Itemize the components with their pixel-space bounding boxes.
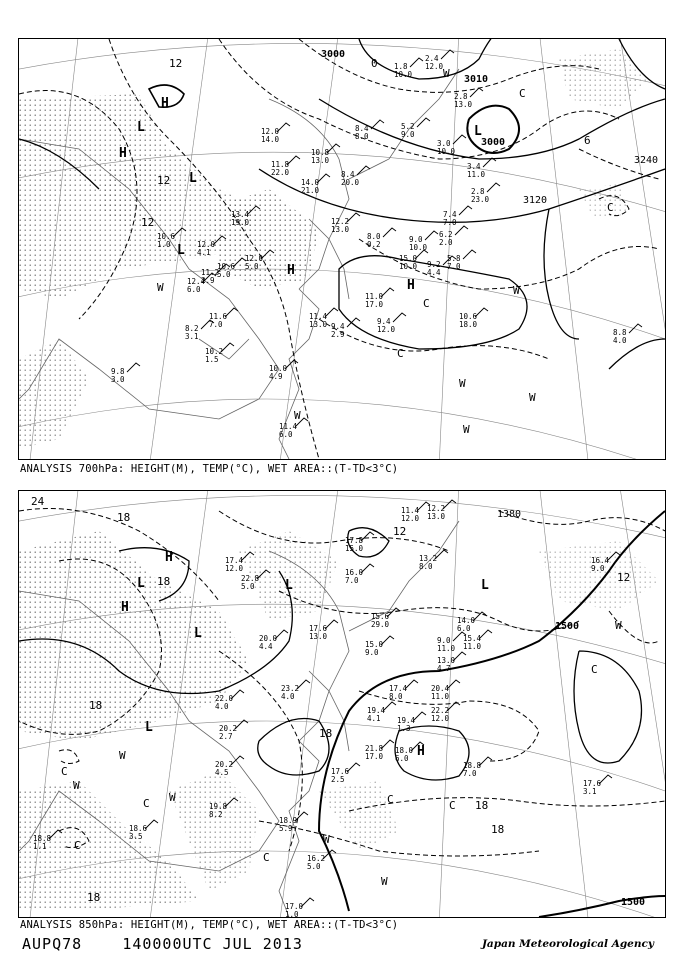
temp-label: 0: [371, 57, 378, 70]
station-plot: [459, 308, 488, 329]
temp-label: W: [459, 377, 466, 390]
station-dewpoint-depression: 13.0: [454, 100, 473, 109]
height-label: 1500: [621, 897, 646, 908]
station-dewpoint-depression: 7.0: [443, 218, 457, 227]
station-plot: [439, 226, 468, 247]
station-dewpoint-depression: 9.0: [401, 130, 415, 139]
wind-barb: [371, 120, 384, 129]
station-dewpoint-depression: 12.0: [377, 325, 396, 334]
station-temp: 8.4: [341, 170, 355, 179]
station-dewpoint-depression: 3.5: [129, 832, 143, 841]
station-temp: 11.4: [401, 506, 420, 515]
wind-barb: [425, 231, 438, 240]
station-temp: 16.4: [591, 556, 610, 565]
station-temp: 9.4: [377, 317, 391, 326]
station-temp: 12.2: [331, 217, 350, 226]
temp-label: 12: [157, 174, 171, 187]
station-dewpoint-depression: 1.3: [397, 724, 411, 733]
station-plot: [219, 720, 248, 741]
temp-label: C: [449, 799, 456, 812]
wind-barb: [357, 166, 370, 175]
station-temp: 20.4: [431, 684, 450, 693]
pressure-center: L: [137, 120, 145, 135]
station-dewpoint-depression: 23.0: [471, 195, 490, 204]
station-plot: [467, 158, 496, 179]
station-dewpoint-depression: 8.2: [209, 810, 223, 819]
station-temp: 5.2: [401, 122, 415, 131]
temp-label: 12: [393, 525, 407, 538]
station-dewpoint-depression: 5.0: [241, 582, 255, 591]
station-temp: 22.0: [215, 694, 234, 703]
station-dewpoint-depression: 15.0: [345, 544, 364, 553]
station-temp: 16.0: [345, 568, 364, 577]
temp-label: C: [519, 87, 526, 100]
station-temp: 8.2: [185, 324, 199, 333]
station-dewpoint-depression: 4.4: [427, 268, 441, 277]
height-label: 3010: [464, 74, 489, 85]
station-temp: 10.2: [205, 347, 224, 356]
station-plot: [285, 898, 314, 917]
station-dewpoint-depression: 11.0: [463, 642, 482, 651]
station-temp: 13.4: [231, 210, 250, 219]
station-plot: [279, 418, 308, 439]
station-dewpoint-depression: 5.0: [217, 270, 231, 279]
station-temp: 20.2: [219, 724, 238, 733]
station-plot: [397, 712, 426, 733]
pressure-center: H: [119, 146, 127, 161]
station-plot: [431, 702, 460, 723]
temp-label: C: [263, 851, 270, 864]
station-dewpoint-depression: 7.0: [209, 320, 223, 329]
temp-label: 18: [475, 799, 489, 812]
wind-barb: [629, 324, 642, 333]
temp-label: W: [169, 791, 176, 804]
station-plot: [437, 652, 466, 673]
station-temp: 17.4: [225, 556, 244, 565]
station-plot: [111, 363, 140, 384]
station-temp: 18.8: [463, 761, 482, 770]
pressure-center: L: [285, 578, 293, 593]
station-plot: [425, 50, 454, 71]
station-temp: 11.8: [271, 160, 290, 169]
station-temp: 17.0: [285, 902, 304, 911]
station-dewpoint-depression: 17.0: [365, 752, 384, 761]
station-plot: [427, 500, 456, 521]
pressure-center: H: [417, 744, 425, 759]
station-temp: 7.4: [443, 210, 457, 219]
station-temp: 9.2: [427, 260, 441, 269]
station-dewpoint-depression: 6.0: [457, 624, 471, 633]
station-dewpoint-depression: 11.0: [431, 692, 450, 701]
station-dewpoint-depression: 10.0: [409, 243, 428, 252]
station-dewpoint-depression: 5.0: [245, 262, 259, 271]
station-temp: 11.6: [209, 312, 228, 321]
station-dewpoint-depression: 11.0: [467, 170, 486, 179]
map-850hpa: [19, 491, 665, 917]
station-temp: 11.2: [201, 268, 220, 277]
station-temp: 10.0: [269, 364, 288, 373]
station-temp: 19.4: [397, 716, 416, 725]
station-dewpoint-depression: 12.0: [225, 564, 244, 573]
station-plot: [215, 690, 244, 711]
station-plot: [447, 250, 476, 271]
station-temp: 23.2: [281, 684, 300, 693]
station-dewpoint-depression: 11.0: [437, 644, 456, 653]
station-plot: [365, 288, 394, 309]
station-temp: 10.6: [459, 312, 478, 321]
station-temp: 17.6: [309, 624, 328, 633]
wind-barb: [127, 363, 140, 372]
temp-label: C: [591, 663, 598, 676]
station-dewpoint-depression: 12.0: [431, 714, 450, 723]
station-plot: [463, 757, 492, 778]
agency-name: Japan Meteorological Agency: [481, 938, 654, 950]
station-plot: [583, 775, 612, 796]
station-dewpoint-depression: 0.2: [367, 240, 381, 249]
station-dewpoint-depression: 10.0: [399, 262, 418, 271]
station-plot: [331, 763, 360, 784]
pressure-center: H: [287, 263, 295, 278]
station-dewpoint-depression: 6.0: [395, 754, 409, 763]
pressure-center: L: [137, 576, 145, 591]
station-plot: [209, 308, 238, 329]
station-plot: [401, 118, 430, 139]
valid-time: 140000UTC JUL 2013: [122, 935, 303, 953]
station-temp: 18.6: [129, 824, 148, 833]
station-dewpoint-depression: 8.0: [355, 132, 369, 141]
wind-barb: [393, 313, 406, 322]
wind-barb: [463, 250, 476, 259]
pressure-center: L: [474, 124, 482, 139]
station-dewpoint-depression: 13.0: [309, 632, 328, 641]
pressure-center: L: [194, 626, 202, 641]
temp-label: C: [387, 793, 394, 806]
station-dewpoint-depression: 22.0: [271, 168, 290, 177]
station-temp: 9.8: [111, 367, 125, 376]
station-dewpoint-depression: 4.7: [437, 664, 451, 673]
station-temp: 15.0: [365, 640, 384, 649]
station-temp: 17.8: [345, 536, 364, 545]
station-plot: [471, 183, 500, 204]
wind-barb: [487, 183, 500, 192]
station-dewpoint-depression: 3.1: [583, 787, 597, 796]
station-dewpoint-depression: 1.0: [285, 910, 299, 917]
station-plot: [261, 123, 290, 144]
temp-label: C: [61, 765, 68, 778]
pressure-center: L: [177, 243, 185, 258]
station-dewpoint-depression: 2.5: [331, 775, 345, 784]
station-dewpoint-depression: 1.0: [157, 240, 171, 249]
wind-barb: [441, 50, 454, 59]
temp-label: 6: [584, 134, 591, 147]
map-700hpa: [19, 39, 665, 459]
station-temp: 10.6: [157, 232, 176, 241]
station-dewpoint-depression: 2.9: [201, 276, 215, 285]
temp-label: W: [615, 619, 622, 632]
station-dewpoint-depression: 13.0: [311, 156, 330, 165]
temp-label: W: [294, 409, 301, 422]
station-temp: 22.8: [241, 574, 260, 583]
temp-label: C: [423, 297, 430, 310]
station-plot: [129, 820, 158, 841]
station-dewpoint-depression: 3.0: [111, 375, 125, 384]
station-temp: 5.8: [447, 254, 461, 263]
station-dewpoint-depression: 3.1: [185, 332, 199, 341]
station-dewpoint-depression: 13.0: [331, 225, 350, 234]
station-plot: [271, 156, 300, 177]
station-dewpoint-depression: 20.0: [341, 178, 360, 187]
height-label: 3240: [634, 155, 659, 166]
station-temp: 12.2: [427, 504, 446, 513]
station-plot: [394, 58, 423, 79]
temp-label: W: [513, 284, 520, 297]
station-dewpoint-depression: 4.0: [215, 702, 229, 711]
product-code: AUPQ78: [22, 935, 83, 953]
station-plot: [431, 680, 460, 701]
station-dewpoint-depression: 17.0: [365, 300, 384, 309]
station-plot: [454, 88, 483, 109]
wind-barb: [383, 228, 396, 237]
station-temp: 11.4: [309, 312, 328, 321]
station-plot: [457, 612, 486, 633]
wind-barb: [459, 206, 472, 215]
station-dewpoint-depression: 4.0: [281, 692, 295, 701]
station-dewpoint-depression: 18.0: [459, 320, 478, 329]
station-plot: [399, 250, 428, 271]
temp-label: W: [463, 423, 470, 436]
station-plot: [331, 213, 360, 234]
station-dewpoint-depression: 1.5: [205, 355, 219, 364]
pressure-center: H: [165, 550, 173, 565]
pressure-center: L: [189, 171, 197, 186]
temp-label: C: [74, 839, 81, 852]
temp-label: W: [323, 833, 330, 846]
station-dewpoint-depression: 2.9: [331, 330, 345, 339]
footer-code: [22, 935, 303, 953]
station-dewpoint-depression: 9.0: [365, 648, 379, 657]
station-plot: [345, 564, 374, 585]
station-plot: [367, 228, 396, 249]
station-temp: 12.4: [187, 277, 206, 286]
temp-label: 12: [169, 57, 183, 70]
station-dewpoint-depression: 8.0: [419, 562, 433, 571]
station-temp: 18.0: [395, 746, 414, 755]
temp-label: W: [529, 391, 536, 404]
station-plot: [309, 620, 338, 641]
station-temp: 19.4: [367, 706, 386, 715]
height-label: 3000: [481, 137, 506, 148]
station-dewpoint-depression: 2.7: [219, 732, 233, 741]
station-dewpoint-depression: 4.1: [367, 714, 381, 723]
station-temp: 16.2: [307, 854, 326, 863]
station-dewpoint-depression: 7.0: [447, 262, 461, 271]
station-temp: 8.0: [367, 232, 381, 241]
station-dewpoint-depression: 7.0: [463, 769, 477, 778]
temp-label: W: [73, 779, 80, 792]
station-temp: 17.6: [583, 779, 602, 788]
temp-label: C: [143, 797, 150, 810]
height-label: 3120: [523, 195, 548, 206]
station-temp: 17.4: [389, 684, 408, 693]
station-dewpoint-depression: 19.0: [231, 218, 250, 227]
station-temp: 6.2: [439, 230, 453, 239]
station-plot: [341, 166, 370, 187]
temp-label: C: [607, 201, 614, 214]
temp-label: W: [443, 67, 450, 80]
temp-label: 18: [89, 699, 103, 712]
station-temp: 9.0: [409, 235, 423, 244]
station-plot: [389, 680, 418, 701]
station-plot: [613, 324, 642, 345]
station-plot: [345, 532, 374, 553]
station-dewpoint-depression: 5.9: [279, 824, 293, 833]
station-temp: 21.8: [365, 744, 384, 753]
wet-area-shading: [19, 531, 659, 911]
station-plot: [301, 174, 330, 195]
wind-barb: [455, 226, 468, 235]
station-plot: [377, 313, 406, 334]
station-temp: 8.4: [355, 124, 369, 133]
station-temp: 3.4: [467, 162, 481, 171]
chart-850hpa: [18, 490, 666, 918]
height-label: 1500: [555, 621, 580, 632]
station-temp: 18.8: [33, 834, 52, 843]
temp-label: 24: [31, 495, 45, 508]
station-plot: [365, 740, 394, 761]
station-dewpoint-depression: 10.0: [437, 147, 456, 156]
station-dewpoint-depression: 21.0: [301, 186, 320, 195]
pressure-center: H: [407, 278, 415, 293]
station-plot: [311, 144, 340, 165]
station-dewpoint-depression: 13.0: [427, 512, 446, 521]
station-temp: 1.8: [394, 62, 408, 71]
station-temp: 17.6: [331, 767, 350, 776]
station-temp: 12.0: [261, 127, 280, 136]
station-plot: [401, 502, 430, 523]
station-temp: 15.6: [371, 612, 390, 621]
station-temp: 9.4: [331, 322, 345, 331]
station-dewpoint-depression: 4.4: [259, 642, 273, 651]
station-dewpoint-depression: 9.0: [591, 564, 605, 573]
station-dewpoint-depression: 4.9: [269, 372, 283, 381]
station-temp: 3.0: [437, 139, 451, 148]
station-temp: 10.6: [217, 262, 236, 271]
station-plot: [443, 206, 472, 227]
station-temp: 20.0: [259, 634, 278, 643]
station-plot: [215, 756, 244, 777]
station-dewpoint-depression: 4.0: [613, 336, 627, 345]
caption-850hpa: ANALYSIS 850hPa: HEIGHT(M), TEMP(°C), WET AREA::(T-TD<3°C): [20, 919, 399, 931]
station-temp: 13.2: [419, 554, 438, 563]
station-temp: 10.8: [311, 148, 330, 157]
station-plot: [463, 630, 492, 651]
pressure-center: L: [481, 578, 489, 593]
station-dewpoint-depression: 10.0: [394, 70, 413, 79]
pressure-center: H: [121, 600, 129, 615]
temp-label: 18: [117, 511, 131, 524]
station-plot: [365, 636, 394, 657]
pressure-center: H: [161, 96, 169, 111]
station-temp: 9.0: [437, 636, 451, 645]
station-plot: [409, 231, 438, 252]
station-dewpoint-depression: 7.0: [345, 576, 359, 585]
station-dewpoint-depression: 1.1: [33, 842, 47, 851]
station-dewpoint-depression: 6.0: [279, 430, 293, 439]
temp-label: 12: [141, 216, 155, 229]
station-temp: 19.8: [209, 802, 228, 811]
station-dewpoint-depression: 2.0: [439, 238, 453, 247]
temp-label: 18: [87, 891, 101, 904]
caption-700hpa: ANALYSIS 700hPa: HEIGHT(M), TEMP(°C), WET AREA::(T-TD<3°C): [20, 463, 399, 475]
station-plot: [279, 812, 308, 833]
temp-label: W: [381, 875, 388, 888]
station-temp: 12.0: [245, 254, 264, 263]
station-plot: [331, 318, 360, 339]
temp-label: 12: [617, 571, 631, 584]
station-temp: 8.8: [613, 328, 627, 337]
height-label: 3000: [321, 49, 346, 60]
chart-700hpa: [18, 38, 666, 460]
wind-barb: [410, 58, 423, 67]
wind-barb: [347, 318, 360, 327]
station-dewpoint-depression: 5.0: [307, 862, 321, 871]
station-temp: 15.0: [399, 254, 418, 263]
temp-label: 18: [319, 727, 333, 740]
station-dewpoint-depression: 4.1: [197, 248, 211, 257]
station-temp: 2.8: [471, 187, 485, 196]
station-temp: 14.0: [301, 178, 320, 187]
station-dewpoint-depression: 14.0: [261, 135, 280, 144]
station-temp: 20.2: [215, 760, 234, 769]
station-dewpoint-depression: 12.0: [425, 62, 444, 71]
height-label: 1380: [497, 509, 522, 520]
station-temp: 22.2: [431, 706, 450, 715]
station-dewpoint-depression: 12.0: [401, 514, 420, 523]
temp-label: W: [157, 281, 164, 294]
station-dewpoint-depression: 8.0: [389, 692, 403, 701]
station-temp: 2.4: [425, 54, 439, 63]
wind-barb: [453, 135, 466, 144]
temp-label: 18: [157, 575, 171, 588]
station-dewpoint-depression: 4.5: [215, 768, 229, 777]
station-temp: 11.0: [365, 292, 384, 301]
station-temp: 18.9: [279, 816, 298, 825]
temp-label: W: [119, 749, 126, 762]
temp-label: 18: [491, 823, 505, 836]
station-dewpoint-depression: 13.0: [309, 320, 328, 329]
station-dewpoint-depression: 29.0: [371, 620, 390, 629]
station-temp: 2.8: [454, 92, 468, 101]
station-plot: [419, 550, 448, 571]
station-plot: [367, 702, 396, 723]
station-dewpoint-depression: 6.0: [187, 285, 201, 294]
station-temp: 12.0: [197, 240, 216, 249]
station-plot: [281, 680, 310, 701]
station-temp: 15.4: [463, 634, 482, 643]
station-plot: [437, 135, 466, 156]
station-temp: 11.4: [279, 422, 298, 431]
pressure-center: L: [145, 720, 153, 735]
temp-label: C: [397, 347, 404, 360]
station-plot: [205, 343, 234, 364]
station-temp: 13.0: [437, 656, 456, 665]
station-temp: 14.0: [457, 616, 476, 625]
